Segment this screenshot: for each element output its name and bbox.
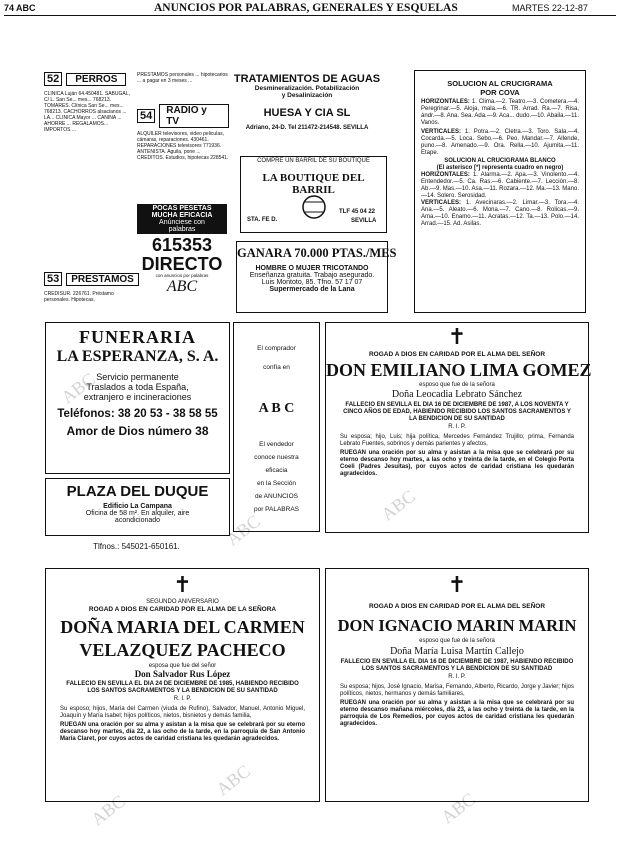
promo-line: Anúnciese con: [159, 219, 205, 226]
promo-line: POCAS PESETAS: [152, 205, 212, 212]
ad-line: Desmineralización. Potabilización: [254, 85, 360, 92]
obituary-name: DON IGNACIO MARIN MARIN: [337, 616, 577, 635]
ad-brand: HUESA Y CIA SL: [263, 107, 351, 119]
ad-plaza: [45, 478, 230, 536]
classified-text: PRESTAMOS personales ... hipotecarios ... a pagar en 3 meses ...: [137, 72, 228, 84]
obituary-died: FALLECIO EN SEVILLA EL DIA 16 DE DICIEMBRE DE 1987, HABIENDO RECIBIDO LOS SANTOS SACRAMENTOS Y LA BENDICION DE SU SANTIDAD: [340, 659, 574, 672]
panel-line: de ANUNCIOS: [255, 493, 298, 500]
obituary-name: DOÑA MARIA DEL CARMEN: [60, 617, 305, 637]
obituary-marin: [325, 568, 589, 802]
panel-line: confía en: [263, 364, 290, 371]
crossword-answers: 1. Avecinaras.—2. Limar.—3. Tora.—4. Ana.—5. Aleato.—6. Mona.—7. Cano.—8. Rolicas.—9. Ama.—10. Enamo.—11. Acratas.—12. Ta.—13. Polo.—14. Arrad.—15. Ad. Asilas.: [421, 200, 579, 227]
crossword-note: (El asterisco [*] representa cuadro en negro): [436, 165, 564, 171]
ad-title: TRATAMIENTOS DE AGUAS: [233, 73, 381, 85]
watermark: ABC: [212, 760, 254, 800]
watermark: ABC: [57, 368, 99, 408]
watermark: ABC: [437, 788, 479, 828]
section-label: RADIO y TV: [159, 104, 229, 128]
obituary-died: FALLECIO EN SEVILLA EL DIA 16 DE DICIEMBRE DE 1987, A LOS NOVENTA Y CINCO AÑOS DE EDAD, HABIENDO RECIBIDO LOS SANTOS SACRAMENTOS Y LA BENDICION DE SU SANTIDAD: [343, 402, 571, 422]
obituary-ruegan: RUEGAN una oración por su alma y asistan a la misa que se celebrará por su eterno descanso hoy martes, a las ocho y treinta de la tarde, en el Colegio Porta Coeli (Padres Jesuitas), por cuyos actos de caridad cristiana les quedarán agradecidos.: [340, 450, 574, 477]
ad-line: COMPRE UN BARRIL DE SU BOUTIQUE: [257, 158, 370, 164]
promo-block: [137, 204, 227, 309]
classified-column-2: [137, 72, 229, 202]
ad-ganara: [236, 241, 397, 313]
crossword-text: [415, 129, 585, 157]
ad-address: Amor de Dios número 38: [66, 424, 209, 438]
crossword-answers: 1. Clima.—2. Teatro.—3. Cometera.—4. Peregrinar.—5. Aloja, mala.—6. TR. Arrad. Ra.—7. Risa, ándr.—8. Ana. Sea. Ada.—9. Aca... dudo.—10. Abaila.—11. Vanos.: [421, 99, 580, 126]
page-number: 74: [4, 3, 15, 13]
obituary-family: Su esposo; hijos, María del Carmen (viuda de Rufino), Salvador, Manuel, Antonio Miguel, Joaquín y María Isabel; hijos políticos, nietos, bisnietos y demás familia,: [60, 706, 305, 719]
header-brand: ABC: [16, 3, 36, 13]
obituary-ruegan: RUEGAN una oración por su alma y asistan a la misa que se celebrará por su eterno descanso mañana miércoles, día 23, a las ocho y treinta de la tarde, en la parroquia de Los Remedios, por cuyos actos de caridad cristiana les quedarán agradecidos.: [340, 700, 574, 727]
obituary-head: ROGAD A DIOS EN CARIDAD POR EL ALMA DE LA SEÑORA: [88, 606, 277, 613]
promo-direct: DIRECTO: [141, 254, 223, 274]
ad-title: LA ESPERANZA, S. A.: [56, 348, 219, 365]
promo-phone: 615353: [151, 235, 213, 255]
ad-title: PLAZA DEL DUQUE: [66, 483, 209, 500]
ad-line: Traslados a toda España,: [86, 382, 189, 392]
obituary-rip: R. I. P.: [173, 696, 192, 702]
classified-text: ALQUILER televisores, video peliculas, cámaras, reparaciones. 430461. REPARACIONES televisores 771936. ANTENISTA. Aguila, pone ... CREDITOS. Estudios, hipotecas 228541.: [137, 131, 229, 161]
obituary-rip: R. I. P.: [448, 424, 466, 430]
obituary-spouse: Doña Leocadia Lebrato Sánchez: [391, 389, 523, 400]
section-label: PERROS: [66, 73, 126, 86]
section-label: PRESTAMOS: [66, 273, 139, 286]
ad-title: GANARA 70.000 PTAS./MES: [237, 246, 397, 260]
crossword-label: HORIZONTALES:: [421, 172, 470, 178]
obituary-died: FALLECIO EN SEVILLA EL DIA 24 DE DICIEMBRE DE 1985, HABIENDO RECIBIDO LOS SANTOS SACRAMENTOS Y LA BENDICION DE SU SANTIDAD: [66, 681, 299, 694]
ad-city: SEVILLA: [351, 218, 377, 224]
ad-boutique: [240, 156, 387, 233]
section-number: 52: [44, 72, 62, 86]
obituary-spouse-label: esposo que fue de la señora: [419, 382, 495, 388]
ad-line: HOMBRE O MUJER TRICOTANDO: [255, 265, 369, 272]
cross-icon: ✝: [447, 325, 467, 350]
promo-banner: [137, 204, 227, 234]
panel-line: por PALABRAS: [253, 506, 300, 513]
header-date: MARTES 22-12-87: [512, 3, 588, 13]
crossword-text: [415, 97, 585, 129]
ad-line: Luis Montoto, 85. Tfno. 57 17 07: [261, 279, 363, 286]
obituary-spouse: Doña María Luisa Martín Callejo: [390, 646, 524, 657]
ad-line: Enseñanza gratuita. Trabajo asegurado.: [249, 272, 375, 279]
ad-title: LA BOUTIQUE DEL BARRIL: [262, 172, 365, 196]
ad-line: extranjero e incineraciones: [83, 392, 192, 402]
crossword-label: VERTICALES:: [421, 200, 462, 206]
obituary-family: Su esposa; hijos, José Ignacio, Marisa, Fernando, Alberto, Ricardo, Jorge y Javier; hijos políticos, nietos, hermanos y demás familiares,: [340, 684, 574, 697]
ad-phones: Teléfonos: 38 20 53 - 38 58 55: [57, 408, 218, 420]
classified-text: CLINICA Luján 64.450481. SABUGAL, C/ L. San Se... mes... 768213. TOMARES. Clínica San Se... mes... 768213. CACHORROS alsacianos ... LA... CLINICA Mayor ... CANINA ... AHORRE ... REGALAMOS... IMPORTOS ...: [44, 91, 130, 133]
crossword-solution: [414, 70, 586, 313]
obituary-head: ROGAD A DIOS EN CARIDAD POR EL ALMA DEL SEÑOR: [368, 603, 546, 610]
ad-line: acondicionado: [114, 517, 161, 524]
crossword-subtitle: POR COVA: [480, 88, 520, 97]
panel-line: El comprador: [257, 345, 296, 352]
abc-panel: [233, 322, 320, 532]
crossword-label: VERTICALES:: [421, 129, 462, 135]
promo-brand-logo: ABC: [166, 278, 198, 295]
crossword-title: SOLUCION AL CRUCIGRAMA: [447, 79, 553, 88]
obituary-rip: R. I. P.: [448, 674, 466, 680]
barrel-icon: [301, 195, 327, 219]
ad-phone: Tlfnos.: 545021-650161.: [93, 542, 180, 551]
obituary-spouse-label: esposa que fue del señor: [148, 663, 217, 669]
promo-sub: con anuncios por palabras: [155, 273, 209, 278]
cross-icon: ✝: [173, 573, 192, 598]
panel-line: conoce nuestra: [254, 454, 299, 461]
obituary-velazquez: [45, 568, 320, 802]
section-prestamos: [44, 272, 136, 303]
obituary-head: ROGAD A DIOS EN CARIDAD POR EL ALMA DEL SEÑOR: [368, 351, 546, 358]
watermark: ABC: [222, 510, 264, 550]
ad-line: y Desalinización: [281, 92, 333, 99]
ad-address: STA. FE D.: [247, 217, 278, 223]
section-radio: [137, 104, 229, 128]
ad-title: FUNERARIA: [79, 327, 196, 347]
section-number: 54: [137, 109, 155, 123]
section-perros: [44, 72, 136, 86]
panel-line: El vendedor: [259, 441, 294, 448]
section-header: [44, 272, 136, 286]
watermark: ABC: [377, 485, 419, 525]
ad-phone: TLF 45 04 22: [339, 209, 376, 215]
panel-line: en la Sección: [256, 480, 297, 487]
ad-line: Supermercado de la Lana: [269, 286, 355, 293]
crossword-title: SOLUCION AL CRUCIGRAMA BLANCO: [444, 158, 556, 164]
panel-brand: A B C: [258, 401, 295, 416]
watermark: ABC: [87, 790, 129, 830]
classified-text: CREDISUR. 226761. Préstamo personales. Hipotecas.: [44, 291, 114, 303]
ad-line: Edificio La Campana: [103, 503, 172, 510]
obituary-anniversary: SEGUNDO ANIVERSARIO: [146, 599, 219, 605]
crossword-label: HORIZONTALES:: [421, 99, 470, 105]
header-title: ANUNCIOS POR PALABRAS, GENERALES Y ESQUELAS: [154, 2, 458, 14]
ad-address: Adriano, 24-D. Tel 211472-214548. SEVILLA: [245, 125, 369, 131]
ad-line: Servicio permanente: [96, 372, 179, 382]
obituary-name: VELAZQUEZ PACHECO: [79, 640, 286, 660]
obituary-name: DON EMILIANO LIMA GOMEZ: [326, 360, 592, 380]
page-header: [4, 2, 616, 16]
crossword-text: [415, 172, 585, 200]
promo-line: MUCHA EFICACIA: [151, 212, 213, 219]
obituary-ruegan: RUEGAN una oración por su alma y asistan a la misa que se celebrará por su eterno descanso hoy martes, día 22, a las ocho de la tarde, en la parroquia de San Antonio María Claret, por cuyos actos de caridad cristiana les quedarán agradecidos.: [60, 722, 305, 742]
ad-aguas: [232, 73, 382, 145]
cross-icon: ✝: [447, 573, 467, 598]
promo-line: palabras: [168, 226, 196, 233]
ad-line: Oficina de 58 m². En alquiler, aire: [85, 510, 190, 517]
obituary-lima: [325, 322, 592, 533]
crossword-answers: 1. Alarma.—2. Apa.—3. Vinolento.—4. Entendedor.—5. Ca. Ras.—6. Cabiente.—7. Lección.—8. Ab.—9. Mas.—10. Asa.—11. Rozara.—12. Ma.—13. Mano.—14. Solero. Serosidad.: [421, 172, 579, 199]
obituary-family: Su esposa; hijo, Luis; hija política, Mercedes Fernández Trujillo; prima, Fernanda Lebrato Fuentes, sobrinos y demás parientes y afectos,: [340, 434, 574, 447]
obituary-spouse: Don Salvador Rus López: [134, 669, 231, 679]
crossword-text: [415, 200, 585, 228]
panel-line: eficacia: [265, 467, 288, 474]
obituary-spouse-label: esposo que fue de la señora: [419, 638, 495, 644]
crossword-answers: 1. Potra.—2. Cletra.—3. Toro. Sala.—4. Cocarda.—5. Loca. Sebo.—6. Peo. Mandar.—7. Allende, puno.—8. Amenado.—9. Ora. Rella.—10. Ajumita.—11. Etape.: [421, 129, 579, 156]
section-number: 53: [44, 272, 62, 286]
